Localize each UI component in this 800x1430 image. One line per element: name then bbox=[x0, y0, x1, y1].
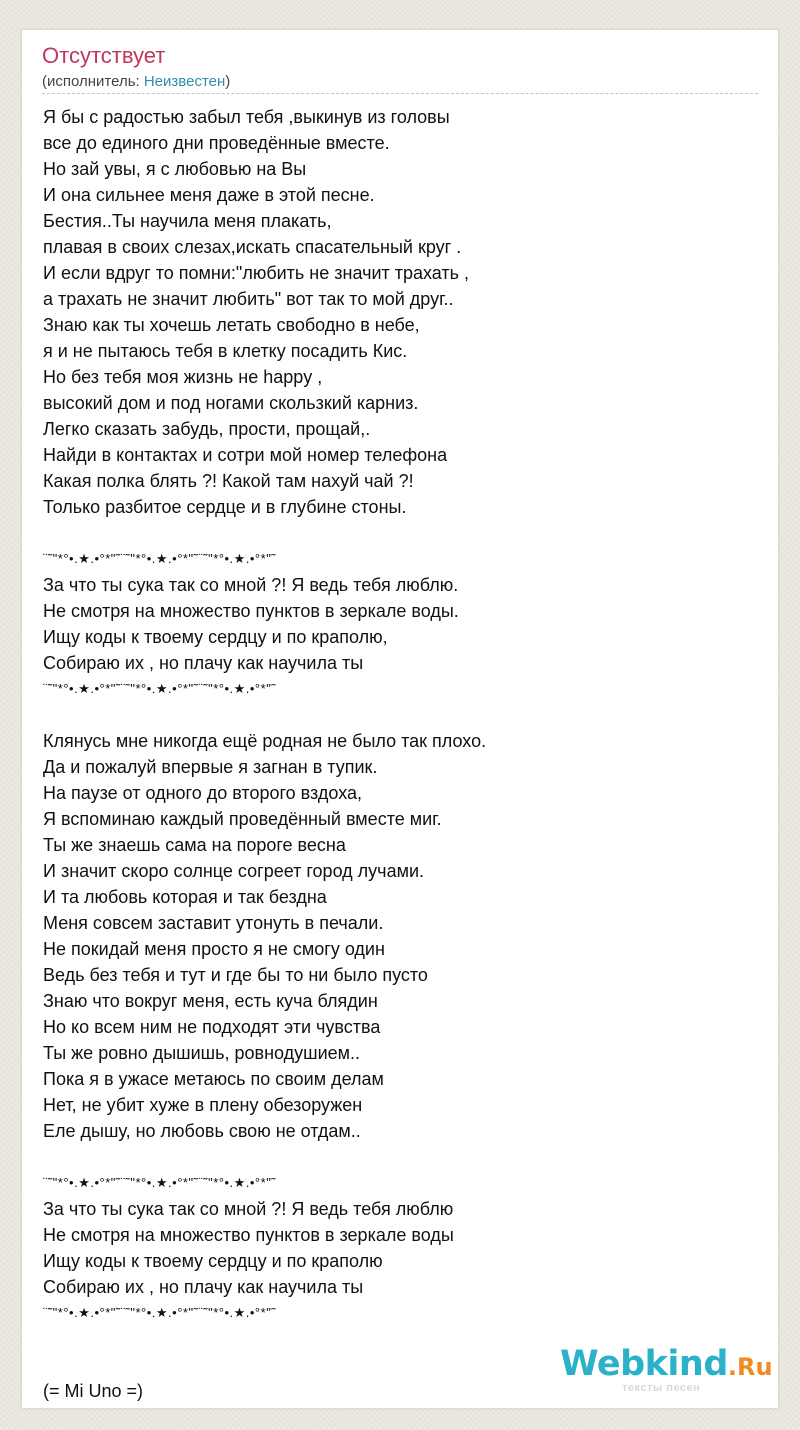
lyric-line: Не покидай меня просто я не смогу один bbox=[43, 939, 385, 959]
lyric-line: Я бы с радостью забыл тебя ,выкинув из головы bbox=[43, 107, 450, 127]
lyric-line: Легко сказать забудь, прости, прощай,. bbox=[43, 419, 371, 439]
logo-suffix: .Ru bbox=[727, 1353, 773, 1381]
lyric-line: За что ты сука так со мной ?! Я ведь тебя люблю. bbox=[43, 575, 459, 595]
lyric-line: Ведь без тебя и тут и где бы то ни было пусто bbox=[43, 965, 428, 985]
lyric-line: а трахать не значит любить" вот так то мой друг.. bbox=[43, 289, 454, 309]
logo-main-text: Webkind bbox=[560, 1344, 728, 1384]
lyric-line: Меня совсем заставит утонуть в печали. bbox=[43, 913, 384, 933]
lyric-line: За что ты сука так со мной ?! Я ведь тебя люблю bbox=[43, 1199, 454, 1219]
lyric-line: Собираю их , но плачу как научила ты bbox=[43, 1277, 364, 1297]
lyric-line: Пока я в ужасе метаюсь по своим делам bbox=[43, 1069, 384, 1089]
lyric-line: Ты же ровно дышишь, ровнодушием.. bbox=[43, 1043, 361, 1063]
lyric-line: И если вдруг то помни:"любить не значит трахать , bbox=[43, 263, 470, 283]
lyric-line: Бестия..Ты научила меня плакать, bbox=[43, 211, 332, 231]
lyric-line: плавая в своих слезах,искать спасательный круг . bbox=[43, 237, 462, 257]
lyric-line: Знаю как ты хочешь летать свободно в небе, bbox=[43, 315, 420, 335]
lyrics-text bbox=[43, 104, 758, 1404]
lyric-line: И значит скоро солнце согреет город лучами. bbox=[43, 861, 425, 881]
lyric-line: Но ко всем ним не подходят эти чувства bbox=[43, 1017, 381, 1037]
lyric-line: ¨˜"*°•.★.•°*"˜¨˜"*°•.★.•°*"˜¨˜"*°•.★.•°*"˜ bbox=[43, 681, 277, 696]
artist-prefix: (исполнитель: bbox=[42, 73, 144, 90]
lyric-line: Еле дышу, но любовь свою не отдам.. bbox=[43, 1121, 361, 1141]
lyric-line: Не смотря на множество пунктов в зеркале воды. bbox=[43, 601, 459, 621]
lyric-line: Ищу коды к твоему сердцу и по краполю, bbox=[43, 627, 388, 647]
lyric-line: Какая полка блять ?! Какой там нахуй чай ?! bbox=[43, 471, 414, 491]
lyric-line: я и не пытаюсь тебя в клетку посадить Кис. bbox=[43, 341, 408, 361]
artist-link[interactable]: Неизвестен bbox=[143, 73, 226, 90]
lyric-line: Ты же знаешь сама на пороге весна bbox=[43, 835, 346, 855]
lyric-line: Только разбитое сердце и в глубине стоны. bbox=[43, 497, 407, 517]
lyric-line: Но без тебя моя жизнь не happy , bbox=[43, 367, 323, 387]
lyric-line: Я вспоминаю каждый проведённый вместе миг. bbox=[43, 809, 442, 829]
title-divider bbox=[42, 93, 758, 94]
artist-line bbox=[42, 73, 230, 91]
lyric-line: Да и пожалуй впервые я загнан в тупик. bbox=[43, 757, 378, 777]
lyric-line: Собираю их , но плачу как научила ты bbox=[43, 653, 364, 673]
site-logo[interactable] bbox=[560, 1344, 773, 1398]
logo-tagline: тексты песен bbox=[622, 1382, 701, 1394]
lyric-line: Знаю что вокруг меня, есть куча блядин bbox=[43, 991, 378, 1011]
lyric-line: ¨˜"*°•.★.•°*"˜¨˜"*°•.★.•°*"˜¨˜"*°•.★.•°*"˜ bbox=[43, 1175, 277, 1190]
lyric-line: (= Mi Uno =) bbox=[43, 1381, 144, 1401]
artist-suffix: ) bbox=[225, 73, 231, 90]
lyric-line: Нет, не убит хуже в плену обезоружен bbox=[43, 1095, 363, 1115]
lyric-line: ¨˜"*°•.★.•°*"˜¨˜"*°•.★.•°*"˜¨˜"*°•.★.•°*"˜ bbox=[43, 551, 277, 566]
lyric-line: И она сильнее меня даже в этой песне. bbox=[43, 185, 375, 205]
lyric-blank-line bbox=[43, 702, 758, 728]
lyric-line: Не смотря на множество пунктов в зеркале воды bbox=[43, 1225, 454, 1245]
lyric-line: ¨˜"*°•.★.•°*"˜¨˜"*°•.★.•°*"˜¨˜"*°•.★.•°*"˜ bbox=[43, 1305, 277, 1320]
lyric-line: Ищу коды к твоему сердцу и по краполю bbox=[43, 1251, 383, 1271]
lyric-line: На паузе от одного до второго вздоха, bbox=[43, 783, 363, 803]
lyrics-card bbox=[22, 30, 778, 1408]
lyric-line: все до единого дни проведённые вместе. bbox=[43, 133, 390, 153]
logo-wordmark bbox=[560, 1344, 773, 1387]
lyric-line: Найди в контактах и сотри мой номер телефона bbox=[43, 445, 448, 465]
song-title: Отсутствует bbox=[42, 43, 166, 68]
lyric-blank-line bbox=[43, 1144, 758, 1170]
lyric-line: Клянусь мне никогда ещё родная не было так плохо. bbox=[43, 731, 487, 751]
lyric-line: Но зай увы, я с любовью на Вы bbox=[43, 159, 307, 179]
lyric-line: И та любовь которая и так бездна bbox=[43, 887, 327, 907]
lyric-blank-line bbox=[43, 520, 758, 546]
lyric-line: высокий дом и под ногами скользкий карниз. bbox=[43, 393, 419, 413]
